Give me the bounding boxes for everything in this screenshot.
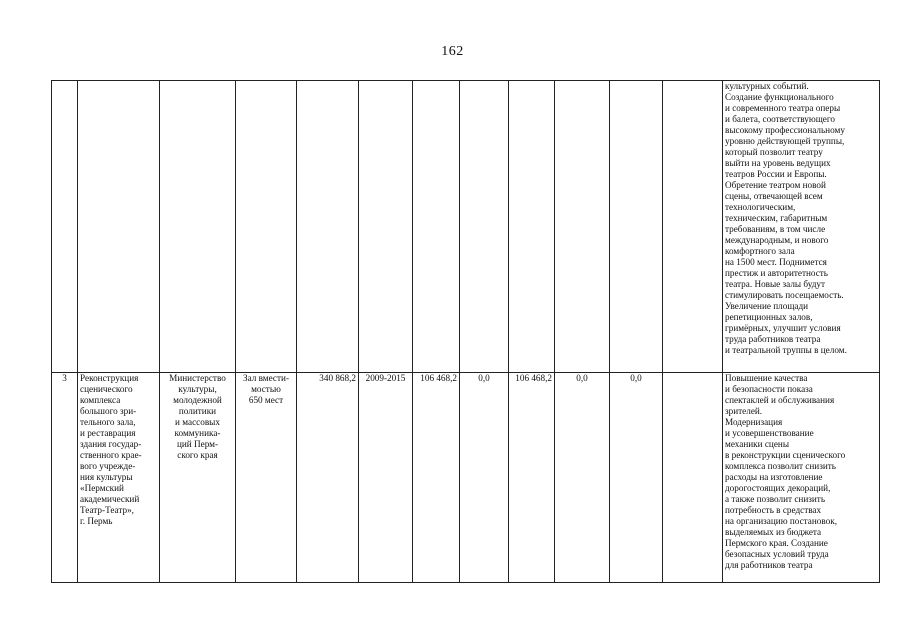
amount-cell-4: 0,0 <box>555 373 610 583</box>
total-cost-cell: 340 868,2 <box>297 373 359 583</box>
amount-cell-1 <box>413 81 460 373</box>
amount-cell-2: 0,0 <box>460 373 509 583</box>
customer-cell <box>160 81 236 373</box>
amount-cell-6 <box>663 373 723 583</box>
table-row <box>52 373 880 583</box>
amount-cell-6 <box>663 81 723 373</box>
amount-cell-5: 0,0 <box>610 373 663 583</box>
customer-cell: Министерство культуры, молодежной политики и массовых коммуника- ций Перм- ского края <box>160 373 236 583</box>
amount-cell-3 <box>509 81 555 373</box>
period-cell: 2009-2015 <box>359 373 413 583</box>
capacity-cell: Зал вмести- мостью 650 мест <box>236 373 297 583</box>
capacity-cell <box>236 81 297 373</box>
description-cell: Повышение качества и безопасности показа спектаклей и обслуживания зрителей. Модернизация и усовершенствование механики сцены в реконструкции сценического комплекса позволит снизить расходы на изготовление дорогостоящих декораций, а также позволит снизить потребность в средствах на организацию постановок, выделяемых из бюджета Пермского края. Создание безопасных условий труда для работников театра <box>723 373 880 583</box>
amount-cell-4 <box>555 81 610 373</box>
description-cell: культурных событий. Создание функционального и современного театра оперы и балета, соответствующего высокому профессиональному уровню действующей труппы, который позволит театру выйти на уровень ведущих театров России и Европы. Обретение театром новой сцены, отвечающей всем технологическим, техническим, габаритным требованиям, в том числе международным, и нового комфортного зала на 1500 мест. Поднимется престиж и авторитетность театра. Новые залы будут стимулировать посещаемость. Увеличение площади репетиционных залов, гримёрных, улучшит условия труда работников театра и театральной труппы в целом. <box>723 81 880 373</box>
row-number-cell: 3 <box>52 373 78 583</box>
page-number: 162 <box>441 44 464 59</box>
amount-cell-5 <box>610 81 663 373</box>
object-name-cell: Реконструкция сценического комплекса большого зри- тельного зала, и реставрация здания государ- ственного крае- вого учрежде- ния культуры «Пермский академический Театр-Театр», г. Пермь <box>78 373 160 583</box>
period-cell <box>359 81 413 373</box>
table-row <box>52 81 880 373</box>
row-number-cell <box>52 81 78 373</box>
object-name-cell <box>78 81 160 373</box>
amount-cell-3: 106 468,2 <box>509 373 555 583</box>
amount-cell-1: 106 468,2 <box>413 373 460 583</box>
amount-cell-2 <box>460 81 509 373</box>
total-cost-cell <box>297 81 359 373</box>
investment-table <box>51 80 880 583</box>
